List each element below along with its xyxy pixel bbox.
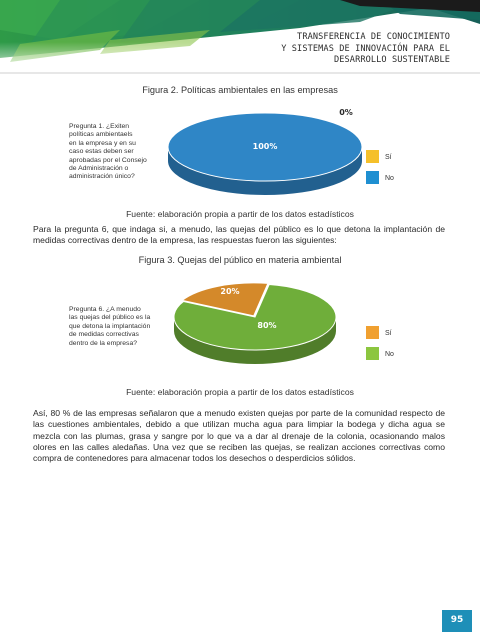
question-line: en la empresa y en su [69, 139, 136, 147]
figure3-pie-chart [150, 272, 380, 387]
question-line: de medidas correctivas [69, 331, 139, 339]
question-line: Pregunta 1. ¿Exiten [69, 123, 130, 130]
figure3-source: Fuente: elaboración propia a partir de los datos estadísticos [126, 387, 354, 397]
question-line: aprobadas por el Consejo [69, 156, 147, 164]
pie-data-label: 100% [252, 142, 278, 151]
pie-data-label: 0% [339, 108, 353, 117]
question-line: las quejas del público es la [69, 314, 151, 322]
legend-label-si: Sí [385, 154, 392, 161]
pie-data-label: 80% [257, 321, 277, 330]
page-header [0, 0, 480, 78]
legend-swatch-no [366, 347, 379, 360]
question-line: políticas ambientaels [69, 131, 133, 139]
pie-data-label: 20% [220, 287, 240, 296]
question-line: administración único? [69, 173, 135, 181]
legend-label-no: No [385, 351, 394, 358]
figure2-title: Figura 2. Políticas ambientales en las empresas [142, 85, 338, 95]
question-line: de Administración o [69, 165, 129, 173]
question-line: Pregunta 6. ¿A menudo [69, 306, 141, 313]
paragraph-2: Así, 80 % de las empresas señalaron que a menudo existen quejas por parte de la comunidad respecto de las cuestiones ambientales, debido a que utilizan mucha agua para limpiar la bodega y dicha agua se mezcla con las plumas, grasa y sangre por lo que va a dar al drenaje de la colonia, ocasionando malos olores en las calles aledañas. Una vez que se reciben las quejas, se realizan acciones correctivas como compra de contenedores para almacenar todos los desechos o desperdicios sólidos. [33, 408, 445, 464]
legend-label-si: Sí [385, 330, 392, 337]
figure2-source: Fuente: elaboración propia a partir de los datos estadísticos [126, 209, 354, 219]
header-title-line: DESARROLLO SUSTENTABLE [333, 55, 450, 66]
figure3-title: Figura 3. Quejas del público en materia ambiental [138, 255, 342, 265]
question-line: dentro de la empresa? [69, 339, 138, 347]
page-number: 95 [442, 610, 472, 632]
legend-swatch-si [366, 150, 379, 163]
legend-swatch-si [366, 326, 379, 339]
question-line: caso estas deben ser [69, 148, 134, 156]
figure2-pie-chart [150, 100, 380, 210]
paragraph-1: Para la pregunta 6, que indaga si, a menudo, las quejas del público es lo que detona la implantación de medidas correctivas dentro de la empresa, las respuestas fueron las siguientes: [33, 224, 445, 246]
header-title [281, 32, 450, 67]
legend-label-no: No [385, 175, 394, 182]
legend-swatch-no [366, 171, 379, 184]
header-title-line: TRANSFERENCIA DE CONOCIMIENTO [297, 32, 450, 42]
header-title-line: Y SISTEMAS DE INNOVACIÓN PARA EL [281, 43, 450, 54]
question-line: que detona la implantación [69, 322, 151, 330]
